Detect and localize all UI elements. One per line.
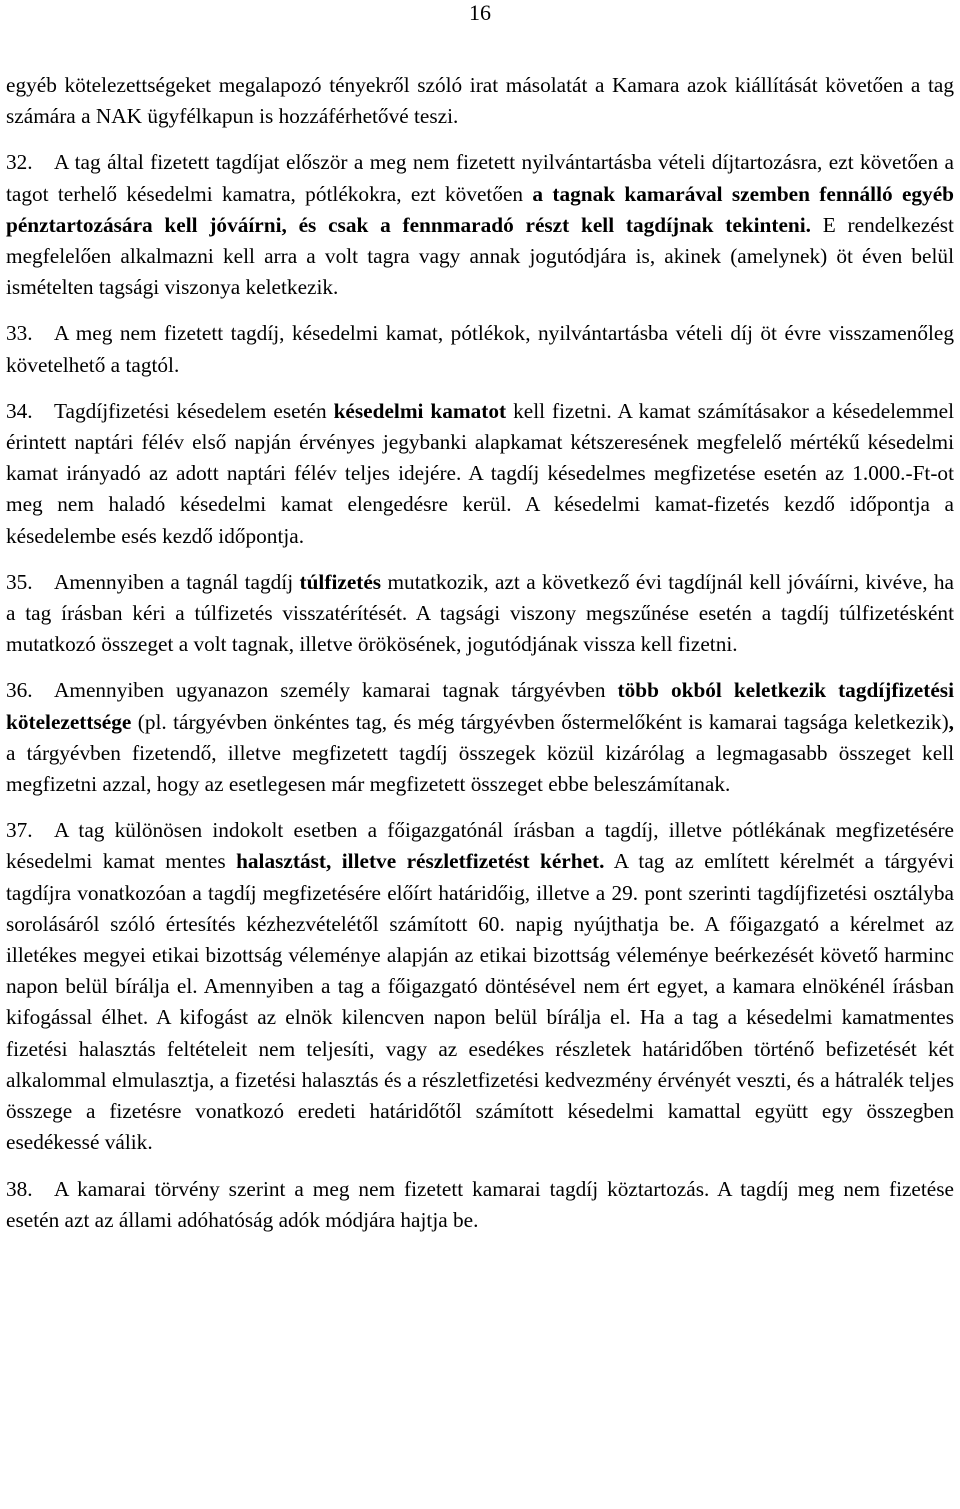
paragraph-text: kell fizetni. A kamat számításakor a késedelemmel érintett naptári félév első napján érvényes jegybanki alapkamat kétszeresének megfelelő mértékű késedelmi kamat irányadó az adott naptári félév teljes idejére. A tagdíj késedelmes megfizetése esetén az 1.000.-Ft-ot meg nem haladó késedelmi kamat elengedésre kerül. A késedelmi kamat-fizetés kezdő időpontja a késedelembe esés kezdő időpontja. <box>6 398 955 548</box>
paragraph-text: A tag által fizetett tagdíjat először a meg nem fizetett nyilvántartásba vételi díjtartozásra, ezt követően a tagot terhelő késedelmi kamatra, pótlékokra, ezt követően <box>6 150 954 206</box>
paragraph-text: A tag az említett kérelmét a tárgyévi tagdíjra vonatkozóan a tagdíj megfizetésére előírt határidőig, illetve a 29. pont szerinti tagdíjfizetési osztályba sorolásáról szóló értesítés kézhezvételétől számított 60. napig nyújthatja be. A főigazgató a kérelmet az illetékes megyei etikai bizottság véleménye alapján az etikai bizottság véleménye beérkezését követő harminc napon belül bírálja el. Amennyiben a tag a főigazgató döntésével nem ért egyet, a kamara elnökénél írásban kifogással élhet. A kifogást az elnök kilencven napon belül bírálja el. Ha a tag a késedelmi kamatmentes fizetési halasztás feltételeit nem teljesíti, vagy az esedékes részletek határidőben történő befizetését két alkalommal elmulasztja, a fizetési halasztás és a részletfizetési kedvezmény érvényét veszti, és a hátralék teljes összege a fizetésre vonatkozó eredeti határidőtől számított késedelmi kamattal együtt egy összegben esedékessé válik. <box>6 849 954 1155</box>
paragraph-text: A kamarai törvény szerint a meg nem fizetett kamarai tagdíj köztartozás. A tagdíj meg nem fizetése esetén azt az állami adóhatóság adók módjára hajtja be. <box>6 1176 954 1232</box>
paragraph-35 <box>6 567 954 661</box>
paragraph-37 <box>6 815 954 1158</box>
paragraph-text: egyéb kötelezettségeket megalapozó tényekről szóló irat másolatát a Kamara azok kiállítását követően a tag számára a NAK ügyfélkapun is hozzáférhetővé teszi. <box>6 73 954 129</box>
bold-text: késedelmi kamatot <box>333 398 507 423</box>
paragraph-number: 37. <box>6 818 33 843</box>
page-number: 16 <box>469 0 491 25</box>
bold-text: halasztást, illetve részletfizetést kérhet. <box>236 849 605 874</box>
paragraph-38 <box>6 1174 954 1236</box>
bold-text: több okból keletkezik tagdíjfizetési kötelezettsége <box>6 678 954 734</box>
paragraph-intro <box>6 70 954 132</box>
paragraph-number: 32. <box>6 150 33 175</box>
paragraph-text: (pl. tárgyévben önkéntes tag, és még tárgyévben őstermelőként is kamarai tagsága keletkezik) <box>131 709 949 734</box>
paragraph-number: 36. <box>6 678 33 703</box>
paragraph-text: A tag különösen indokolt esetben a főigazgatónál írásban a tagdíj, illetve pótlékának megfizetésére késedelmi kamat mentes <box>6 818 954 874</box>
paragraph-34 <box>6 396 954 552</box>
paragraph-text: Tagdíjfizetési késedelem esetén <box>54 398 334 423</box>
paragraph-33 <box>6 318 954 380</box>
paragraph-text: Amennyiben a tagnál tagdíj <box>54 569 300 594</box>
paragraph-text: a tárgyévben fizetendő, illetve megfizetett tagdíj összegek közül kizárólag a legmagasabb összeget kell megfizetni azzal, hogy az esetlegesen már megfizetett összeget ebbe beleszámítanak. <box>6 740 954 797</box>
document-body <box>6 70 954 1251</box>
bold-text: a tagnak kamarával szemben fennálló egyéb pénztartozására kell jóváírni, és csak a fennmaradó részt kell tagdíjnak tekinteni. <box>6 181 954 237</box>
paragraph-number: 33. <box>6 321 33 346</box>
paragraph-text: A meg nem fizetett tagdíj, késedelmi kamat, pótlékok, nyilvántartásba vételi díj öt évre visszamenőleg követelhető a tagtól. <box>6 321 954 377</box>
paragraph-36 <box>6 675 954 800</box>
paragraph-number: 35. <box>6 569 33 594</box>
bold-text: , <box>948 709 954 734</box>
paragraph-number: 34. <box>6 398 33 423</box>
paragraph-number: 38. <box>6 1176 33 1201</box>
bold-text: túlfizetés <box>299 569 382 594</box>
paragraph-32 <box>6 147 954 303</box>
paragraph-text: mutatkozik, azt a következő évi tagdíjnál kell jóváírni, kivéve, ha a tag írásban kéri a túlfizetés visszatérítését. A tagsági viszony megszűnése esetén a tagdíj túlfizetésként mutatkozó összeget a volt tagnak, illetve örökösének, jogutódjának vissza kell fizetni. <box>6 569 955 657</box>
paragraph-text: Amennyiben ugyanazon személy kamarai tagnak tárgyévben <box>54 678 618 703</box>
paragraph-text: E rendelkezést megfelelően alkalmazni kell arra a volt tagra vagy annak jogutódjára is, akinek (amelynek) öt éven belül ismételten tagsági viszonya keletkezik. <box>6 212 954 300</box>
